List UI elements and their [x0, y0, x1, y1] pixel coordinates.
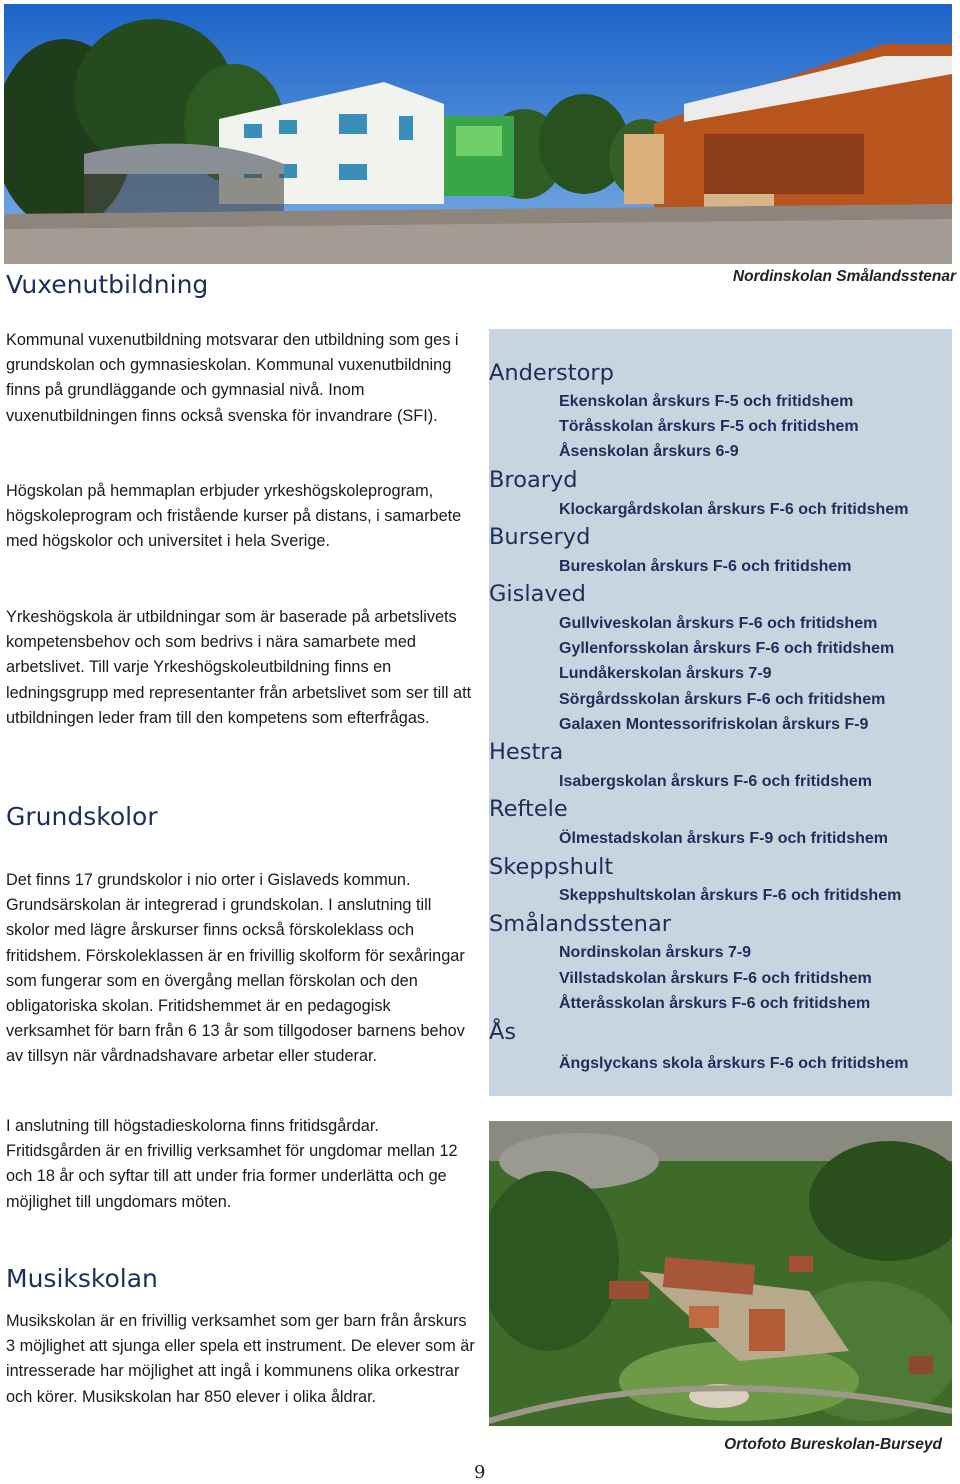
town-heading: Reftele	[489, 796, 568, 822]
school-item: Skeppshultskolan årskurs F-6 och fritidshem	[559, 887, 902, 904]
school-item: Sörgårdsskolan årskurs F-6 och fritidshem	[559, 691, 886, 708]
grund-paragraph-1: Det finns 17 grundskolor i nio orter i Gislaveds kommun. Grundsärskolan är integrerad i grundskolan. I anslutning till skolor med lägre årskurser finns också förskoleklass och fritidshem. Förskoleklassen är en frivillig skolform för sexåringar som fungerar som en övergång mellan förskolan och den obligatoriska skolan. Fritidshemmet är en pedagogisk verksamhet för barn från 6 13 år som tillgodoser barnens behov av tillsyn när vårdnadshavare arbetar eller studerar.	[6, 871, 465, 1066]
vuxen-paragraph-3: Yrkeshögskola är utbildningar som är baserade på arbetslivets kompetensbehov och som bedrivs i nära samarbete med arbetslivet. Till varje Yrkeshögskoleutbildning finns en ledningsgrupp med representanter från arbetslivet som ser till att utbildningen leder fram till den kompetens som efterfrågas.	[6, 608, 472, 727]
school-item: Klockargårdskolan årskurs F-6 och fritidshem	[559, 501, 909, 518]
school-item: Isabergskolan årskurs F-6 och fritidshem	[559, 773, 872, 790]
school-item: Villstadskolan årskurs F-6 och fritidshem	[559, 970, 872, 987]
top-photo-caption: Nordinskolan Smålandsstenar	[732, 268, 956, 285]
town-heading: Ås	[489, 1019, 517, 1045]
school-item: Åsenskolan årskurs 6-9	[559, 443, 739, 460]
school-item: Gyllenforsskolan årskurs F-6 och fritidshem	[559, 640, 895, 657]
school-item: Lundåkerskolan årskurs 7-9	[559, 665, 772, 682]
page-number: 9	[474, 1462, 486, 1483]
school-item: Åtteråsskolan årskurs F-6 och fritidshem	[559, 995, 871, 1012]
musik-paragraph-1: Musikskolan är en frivillig verksamhet som ger barn från årskurs 3 möjlighet att sjunga eller spela ett instrument. De elever som är intresserade har möjlighet att ingå i kommunens olika orkestrar och körer. Musikskolan har 850 elever i olika åldrar.	[6, 1312, 475, 1406]
town-heading: Burseryd	[489, 524, 591, 550]
grund-paragraph-2: I anslutning till högstadieskolorna finns fritidsgårdar. Fritidsgården är en frivillig verksamhet för ungdomar mellan 12 och 18 år och syftar till att under fria former underlätta och ge möjlighet till ungdomars möten.	[6, 1117, 458, 1211]
school-item: Nordinskolan årskurs 7-9	[559, 944, 752, 961]
town-heading: Gislaved	[489, 581, 586, 607]
town-heading: Skeppshult	[489, 854, 614, 880]
school-photo	[4, 4, 952, 264]
vuxen-paragraph-1: Kommunal vuxenutbildning motsvarar den utbildning som ges i grundskolan och gymnasieskolan. Kommunal vuxenutbildning finns på grundläggande och gymnasial nivå. Inom vuxenutbildningen finns också svenska för invandrare (SFI).	[6, 331, 459, 425]
heading-grundskolor: Grundskolor	[6, 802, 158, 831]
town-heading: Hestra	[489, 739, 564, 765]
aerial-photo-caption: Ortofoto Bureskolan-Burseyd	[724, 1436, 942, 1453]
vuxen-paragraph-2: Högskolan på hemmaplan erbjuder yrkeshögskoleprogram, högskoleprogram och fristående kurser på distans, i samarbete med högskolor och universitet i hela Sverige.	[6, 482, 462, 551]
heading-musikskolan: Musikskolan	[6, 1264, 158, 1293]
school-item: Ängslyckans skola årskurs F-6 och fritidshem	[559, 1055, 909, 1072]
schools-by-town-panel	[489, 329, 952, 1096]
school-item: Ekenskolan årskurs F-5 och fritidshem	[559, 393, 854, 410]
school-item: Töråsskolan årskurs F-5 och fritidshem	[559, 418, 859, 435]
school-item: Ölmestadskolan årskurs F-9 och fritidshem	[559, 830, 888, 847]
school-item: Galaxen Montessorifriskolan årskurs F-9	[559, 716, 869, 733]
heading-vuxenutbildning: Vuxenutbildning	[6, 270, 209, 299]
school-item: Bureskolan årskurs F-6 och fritidshem	[559, 558, 852, 575]
town-heading: Broaryd	[489, 467, 578, 493]
school-item: Gullviveskolan årskurs F-6 och fritidshem	[559, 615, 878, 632]
town-heading: Anderstorp	[489, 360, 614, 386]
town-heading: Smålandsstenar	[489, 911, 671, 937]
aerial-photo	[489, 1121, 952, 1426]
